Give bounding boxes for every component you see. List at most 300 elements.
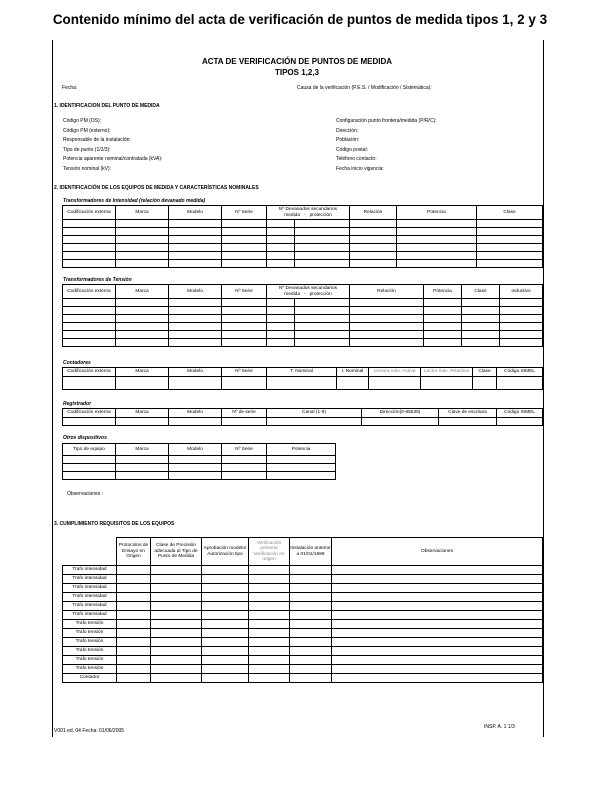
table-cell[interactable] <box>249 602 290 611</box>
contadores-header-cell: Nº Serie <box>222 368 267 377</box>
table-cell[interactable] <box>249 620 290 629</box>
registrador-header-cell: Dirección(0-65535) <box>362 409 439 418</box>
contadores-header-cell: I. Nominal <box>337 368 369 377</box>
table-cell[interactable] <box>116 260 169 268</box>
empty-corner <box>63 538 117 566</box>
table-cell[interactable] <box>63 464 116 472</box>
table-cell[interactable] <box>462 315 500 323</box>
tt-header-cell: Relación <box>350 285 424 299</box>
table-cell[interactable] <box>202 575 249 584</box>
table-cell[interactable] <box>117 584 151 593</box>
table-cell[interactable] <box>477 220 543 228</box>
table-cell[interactable] <box>332 665 543 674</box>
table-cell[interactable] <box>117 665 151 674</box>
table-cell[interactable] <box>222 339 267 347</box>
ti-header-cell: Clase <box>477 206 543 220</box>
table-cell[interactable] <box>63 418 116 426</box>
table-cell[interactable] <box>63 315 116 323</box>
field-label: Tipo de punto (1/2/3): <box>63 146 111 153</box>
table-cell[interactable] <box>63 472 116 480</box>
field-label: Dirección: <box>336 127 359 134</box>
table-cell[interactable] <box>222 377 267 390</box>
table-cell[interactable] <box>249 674 290 683</box>
table-cell[interactable] <box>117 620 151 629</box>
table-cell[interactable] <box>63 228 116 236</box>
table-cell[interactable] <box>295 307 350 315</box>
table-cell[interactable] <box>222 220 267 228</box>
table-cell[interactable] <box>332 647 543 656</box>
table-cell[interactable] <box>290 674 332 683</box>
otros-header-cell: Modelo <box>169 444 222 456</box>
table-cell[interactable] <box>116 418 169 426</box>
table-cell[interactable] <box>267 331 295 339</box>
table-cell[interactable] <box>332 602 543 611</box>
table-cell[interactable] <box>500 307 543 315</box>
table-cell[interactable] <box>267 260 295 268</box>
sub-dash: - <box>304 212 306 218</box>
table-cell[interactable] <box>169 418 222 426</box>
table-cell[interactable] <box>151 584 202 593</box>
table-cell[interactable] <box>350 307 424 315</box>
otros-header-cell: Marca <box>116 444 169 456</box>
requisitos-header-cell: Aprobación modelo/ Autorización tipo <box>202 538 249 566</box>
table-cell[interactable] <box>63 377 116 390</box>
table-cell[interactable] <box>295 236 350 244</box>
table-cell[interactable] <box>462 299 500 307</box>
table-cell[interactable] <box>267 472 336 480</box>
table-cell[interactable] <box>350 228 397 236</box>
table-cell[interactable] <box>249 611 290 620</box>
row-label: Trafo intensidad <box>63 566 117 575</box>
table-cell[interactable] <box>222 331 267 339</box>
table-cell[interactable] <box>497 418 543 426</box>
table-cell[interactable] <box>117 638 151 647</box>
table-cell[interactable] <box>350 252 397 260</box>
table-cell[interactable] <box>202 611 249 620</box>
table-cell[interactable] <box>116 331 169 339</box>
table-cell[interactable] <box>424 339 462 347</box>
table-cell[interactable] <box>116 220 169 228</box>
table-cell[interactable] <box>424 315 462 323</box>
table-cell[interactable] <box>116 339 169 347</box>
section3-heading: 3. CUMPLIMIENTO REQUISITOS DE LOS EQUIPOS <box>54 521 175 527</box>
table-cell[interactable] <box>63 236 116 244</box>
table-cell[interactable] <box>202 584 249 593</box>
table-cell[interactable] <box>151 665 202 674</box>
contadores-header-cell: Clase <box>473 368 497 377</box>
contadores-table <box>62 367 543 390</box>
table-cell[interactable] <box>332 575 543 584</box>
table-cell[interactable] <box>267 456 336 464</box>
table-cell[interactable] <box>222 472 267 480</box>
table-cell[interactable] <box>290 593 332 602</box>
ti-header-cell: Relación <box>350 206 397 220</box>
table-cell[interactable] <box>249 566 290 575</box>
table-cell[interactable] <box>116 323 169 331</box>
table-cell[interactable] <box>63 323 116 331</box>
table-cell[interactable] <box>117 575 151 584</box>
table-cell[interactable] <box>169 228 222 236</box>
table-cell[interactable] <box>337 377 369 390</box>
tt-header-cell: Clase <box>462 285 500 299</box>
contadores-header-cell: Código SIMEL <box>497 368 543 377</box>
row-label: Trafo tensión <box>63 647 117 656</box>
table-cell[interactable] <box>169 260 222 268</box>
table-cell[interactable] <box>169 456 222 464</box>
row-label: Trafo tensión <box>63 665 117 674</box>
table-cell[interactable] <box>63 244 116 252</box>
table-cell[interactable] <box>350 260 397 268</box>
table-cell[interactable] <box>169 315 222 323</box>
sub-proteccion: protección <box>309 212 332 218</box>
table-cell[interactable] <box>295 331 350 339</box>
table-cell[interactable] <box>290 647 332 656</box>
table-cell[interactable] <box>63 260 116 268</box>
table-cell[interactable] <box>202 593 249 602</box>
otros-header-cell: Nº Serie <box>222 444 267 456</box>
requisitos-header-cell: Verificación primera/ Verificación en origen <box>249 538 290 566</box>
table-cell[interactable] <box>397 228 477 236</box>
table-cell[interactable] <box>295 339 350 347</box>
table-cell[interactable] <box>222 260 267 268</box>
ti-header-cell <box>267 206 350 220</box>
table-cell[interactable] <box>295 315 350 323</box>
table-cell[interactable] <box>473 377 497 390</box>
acta-title-line1: ACTA DE VERIFICACIÓN DE PUNTOS DE MEDIDA <box>201 57 393 66</box>
table-cell[interactable] <box>151 611 202 620</box>
table-cell[interactable] <box>350 220 397 228</box>
table-cell[interactable] <box>267 252 295 260</box>
table-cell[interactable] <box>295 228 350 236</box>
table-cell[interactable] <box>116 456 169 464</box>
table-cell[interactable] <box>117 593 151 602</box>
table-cell[interactable] <box>202 656 249 665</box>
table-cell[interactable] <box>477 236 543 244</box>
table-cell[interactable] <box>332 611 543 620</box>
table-cell[interactable] <box>267 418 362 426</box>
field-label: Código PM (externo): <box>63 127 111 134</box>
table-cell[interactable] <box>332 566 543 575</box>
table-cell[interactable] <box>169 307 222 315</box>
otros-header-cell: Tipo de equipo <box>63 444 116 456</box>
tt-header-cell: Inductivo <box>500 285 543 299</box>
field-label: Configuración punto frontera/medida (P/R/C): <box>336 118 437 124</box>
table-cell[interactable] <box>117 674 151 683</box>
requisitos-header-cell: Protocolos de Ensayo en Origen <box>117 538 151 566</box>
table-cell[interactable] <box>249 647 290 656</box>
table-cell[interactable] <box>151 629 202 638</box>
table-cell[interactable] <box>362 418 439 426</box>
registrador-header-cell: Modelo <box>169 409 222 418</box>
table-cell[interactable] <box>249 584 290 593</box>
table-cell[interactable] <box>369 377 421 390</box>
ti-header-cell: Marca <box>116 206 169 220</box>
row-label: Trafo intensidad <box>63 584 117 593</box>
requisitos-header-cell: Observaciones <box>332 538 543 566</box>
sub-medida: medida <box>284 212 300 218</box>
table-cell[interactable] <box>222 244 267 252</box>
causa-label: Causa de la verificación (P.E.S. / Modificación / Sistemática): <box>297 85 432 91</box>
table-cell[interactable] <box>397 236 477 244</box>
table-cell[interactable] <box>249 593 290 602</box>
table-cell[interactable] <box>117 566 151 575</box>
tt-devanados-sub <box>267 292 349 298</box>
field-label: Tensión nominal (kV): <box>63 165 112 172</box>
table-cell[interactable] <box>169 331 222 339</box>
table-cell[interactable] <box>350 299 424 307</box>
registrador-table <box>62 408 543 426</box>
table-cell[interactable] <box>500 315 543 323</box>
table-cell[interactable] <box>267 339 295 347</box>
table-cell[interactable] <box>116 252 169 260</box>
table-cell[interactable] <box>477 228 543 236</box>
otros-header-cell: Potencia <box>267 444 336 456</box>
table-cell[interactable] <box>116 228 169 236</box>
table-cell[interactable] <box>462 323 500 331</box>
table-cell[interactable] <box>249 638 290 647</box>
table-cell[interactable] <box>290 602 332 611</box>
table-cell[interactable] <box>332 593 543 602</box>
table-cell[interactable] <box>267 377 337 390</box>
table-cell[interactable] <box>151 566 202 575</box>
table-cell[interactable] <box>290 638 332 647</box>
table-cell[interactable] <box>116 244 169 252</box>
contadores-header-cell: Lectur máx. Reactiva <box>421 368 473 377</box>
table-cell[interactable] <box>63 339 116 347</box>
table-cell[interactable] <box>202 602 249 611</box>
sub-medida: medida <box>284 291 300 297</box>
table-cell[interactable] <box>116 315 169 323</box>
table-cell[interactable] <box>477 244 543 252</box>
fecha-label: Fecha: <box>62 85 78 91</box>
tt-header-cell: Nº Serie <box>222 285 267 299</box>
table-cell[interactable] <box>116 299 169 307</box>
table-cell[interactable] <box>397 252 477 260</box>
table-cell[interactable] <box>63 299 116 307</box>
table-cell[interactable] <box>151 638 202 647</box>
table-cell[interactable] <box>462 307 500 315</box>
table-cell[interactable] <box>222 315 267 323</box>
field-label: Código postal: <box>336 146 368 153</box>
table-cell[interactable] <box>332 674 543 683</box>
table-cell[interactable] <box>63 252 116 260</box>
field-label: Población: <box>336 137 360 144</box>
table-cell[interactable] <box>267 299 295 307</box>
table-cell[interactable] <box>290 620 332 629</box>
table-cell[interactable] <box>116 472 169 480</box>
table-cell[interactable] <box>439 418 497 426</box>
section1-right-fields <box>336 117 437 175</box>
table-cell[interactable] <box>295 260 350 268</box>
table-cell[interactable] <box>63 307 116 315</box>
row-label: Trafo tensión <box>63 638 117 647</box>
table-cell[interactable] <box>332 638 543 647</box>
table-cell[interactable] <box>117 647 151 656</box>
table-cell[interactable] <box>462 339 500 347</box>
table-cell[interactable] <box>169 323 222 331</box>
table-cell[interactable] <box>249 575 290 584</box>
table-cell[interactable] <box>169 252 222 260</box>
table-cell[interactable] <box>295 244 350 252</box>
table-cell[interactable] <box>350 339 424 347</box>
table-cell[interactable] <box>151 656 202 665</box>
table-cell[interactable] <box>397 220 477 228</box>
field-label: Potencia aparente nominal/contratada (kVA): <box>63 156 163 163</box>
table-cell[interactable] <box>267 228 295 236</box>
ti-header-cell: Codificación externa <box>63 206 116 220</box>
table-cell[interactable] <box>63 331 116 339</box>
table-cell[interactable] <box>151 647 202 656</box>
table-cell[interactable] <box>477 252 543 260</box>
table-cell[interactable] <box>267 315 295 323</box>
table-cell[interactable] <box>350 244 397 252</box>
table-cell[interactable] <box>424 299 462 307</box>
field-label: Código PM (OS): <box>63 118 102 124</box>
requisitos-header-cell: Clase de Precisión adecuada al Tipo de Punto de Medida <box>151 538 202 566</box>
contadores-header-cell: T. Nominal <box>267 368 337 377</box>
sub-proteccion: protección <box>309 291 332 297</box>
table-cell[interactable] <box>295 220 350 228</box>
table-cell[interactable] <box>290 629 332 638</box>
row-label: Trafo tensión <box>63 620 117 629</box>
table-cell[interactable] <box>202 647 249 656</box>
table-cell[interactable] <box>117 656 151 665</box>
ti-header-cell: Potencia <box>397 206 477 220</box>
table-cell[interactable] <box>117 602 151 611</box>
table-cell[interactable] <box>350 323 424 331</box>
table-cell[interactable] <box>117 629 151 638</box>
table-cell[interactable] <box>332 584 543 593</box>
registrador-header-cell: Canal (1-8) <box>267 409 362 418</box>
table-cell[interactable] <box>249 629 290 638</box>
table-cell[interactable] <box>169 464 222 472</box>
table-cell[interactable] <box>332 620 543 629</box>
table-cell[interactable] <box>497 377 543 390</box>
table-cell[interactable] <box>332 629 543 638</box>
table-cell[interactable] <box>169 244 222 252</box>
table-cell[interactable] <box>267 323 295 331</box>
table-cell[interactable] <box>295 299 350 307</box>
table-cell[interactable] <box>424 323 462 331</box>
table-cell[interactable] <box>500 323 543 331</box>
requisitos-table <box>62 537 543 683</box>
table-cell[interactable] <box>249 656 290 665</box>
section1-left-fields <box>63 117 162 175</box>
table-cell[interactable] <box>350 315 424 323</box>
table-cell[interactable] <box>350 331 424 339</box>
table-cell[interactable] <box>267 220 295 228</box>
table-cell[interactable] <box>116 307 169 315</box>
table-cell[interactable] <box>151 575 202 584</box>
table-cell[interactable] <box>202 674 249 683</box>
registrador-header-cell: Nº de serie <box>222 409 267 418</box>
table-cell[interactable] <box>222 252 267 260</box>
table-cell[interactable] <box>267 236 295 244</box>
table-cell[interactable] <box>202 629 249 638</box>
table-cell[interactable] <box>500 299 543 307</box>
table-cell[interactable] <box>290 665 332 674</box>
table-cell[interactable] <box>290 566 332 575</box>
table-cell[interactable] <box>290 584 332 593</box>
table-cell[interactable] <box>63 220 116 228</box>
table-cell[interactable] <box>222 418 267 426</box>
table-cell[interactable] <box>397 244 477 252</box>
table-cell[interactable] <box>295 252 350 260</box>
table-cell[interactable] <box>169 299 222 307</box>
table-cell[interactable] <box>267 464 336 472</box>
table-cell[interactable] <box>202 566 249 575</box>
table-cell[interactable] <box>222 299 267 307</box>
table-cell[interactable] <box>290 611 332 620</box>
tt-header-cell: Potencia <box>424 285 462 299</box>
table-cell[interactable] <box>222 307 267 315</box>
table-cell[interactable] <box>117 611 151 620</box>
table-cell[interactable] <box>332 656 543 665</box>
table-cell[interactable] <box>169 377 222 390</box>
row-label: Trafo intensidad <box>63 593 117 602</box>
table-cell[interactable] <box>169 472 222 480</box>
table-cell[interactable] <box>350 236 397 244</box>
table-cell[interactable] <box>222 236 267 244</box>
table-cell[interactable] <box>424 331 462 339</box>
table-cell[interactable] <box>295 323 350 331</box>
contadores-header-cell: Lectura máx. Activa <box>369 368 421 377</box>
row-label: Trafo intensidad <box>63 575 117 584</box>
page-title: Contenido mínimo del acta de verificación de puntos de medida tipos 1, 2 y 3 <box>52 12 548 27</box>
table-cell[interactable] <box>500 339 543 347</box>
registrador-header-cell: Marca <box>116 409 169 418</box>
registrador-header-cell: Codificación externa <box>63 409 116 418</box>
table-cell[interactable] <box>477 260 543 268</box>
table-cell[interactable] <box>222 228 267 236</box>
row-label: Trafo tensión <box>63 629 117 638</box>
table-cell[interactable] <box>267 307 295 315</box>
table-cell[interactable] <box>421 377 473 390</box>
contadores-header-cell: Codificación externa <box>63 368 116 377</box>
table-cell[interactable] <box>500 331 543 339</box>
table-cell[interactable] <box>151 602 202 611</box>
tt-table <box>62 284 543 347</box>
table-cell[interactable] <box>169 220 222 228</box>
table-cell[interactable] <box>151 620 202 629</box>
table-cell[interactable] <box>290 575 332 584</box>
table-cell[interactable] <box>116 236 169 244</box>
table-cell[interactable] <box>397 260 477 268</box>
table-cell[interactable] <box>202 620 249 629</box>
table-cell[interactable] <box>151 674 202 683</box>
table-cell[interactable] <box>290 656 332 665</box>
row-label: Trafo intensidad <box>63 611 117 620</box>
table-cell[interactable] <box>116 464 169 472</box>
table-cell[interactable] <box>63 456 116 464</box>
table-cell[interactable] <box>249 665 290 674</box>
ti-header-cell: Modelo <box>169 206 222 220</box>
table-cell[interactable] <box>169 339 222 347</box>
table-cell[interactable] <box>151 593 202 602</box>
table-cell[interactable] <box>424 307 462 315</box>
table-cell[interactable] <box>267 244 295 252</box>
table-cell[interactable] <box>462 331 500 339</box>
table-cell[interactable] <box>169 236 222 244</box>
table-cell[interactable] <box>222 464 267 472</box>
table-cell[interactable] <box>202 665 249 674</box>
row-label: Contador <box>63 674 117 683</box>
table-cell[interactable] <box>222 323 267 331</box>
tt-header-cell: Codificación externa <box>63 285 116 299</box>
table-cell[interactable] <box>116 377 169 390</box>
table-cell[interactable] <box>202 638 249 647</box>
table-cell[interactable] <box>222 456 267 464</box>
